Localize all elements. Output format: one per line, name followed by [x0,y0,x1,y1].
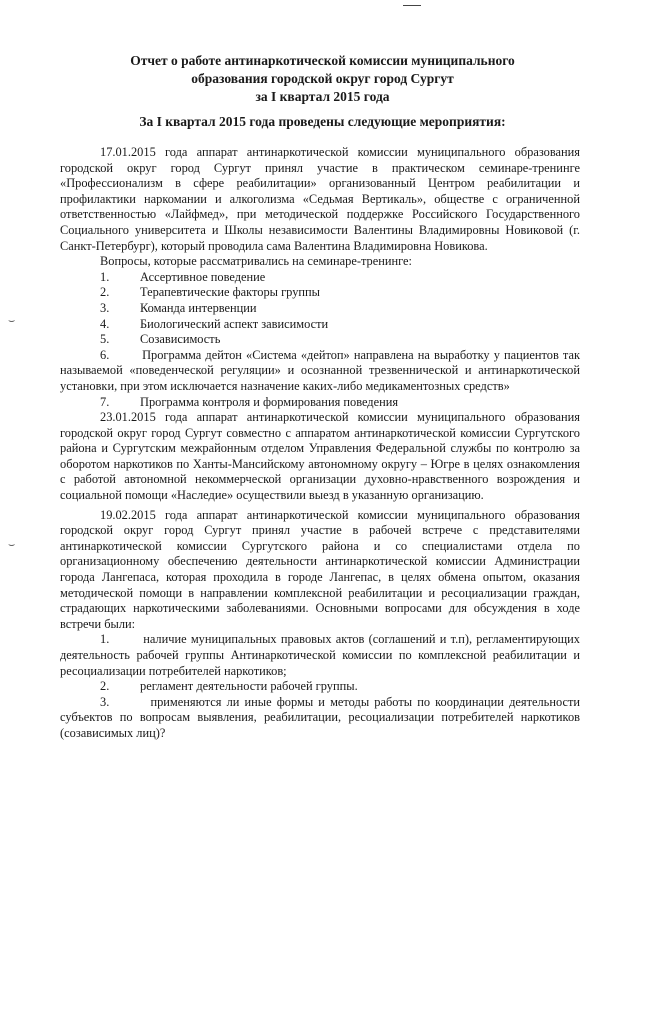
list-text: регламент деятельности рабочей группы. [140,679,358,694]
paragraph: 19.02.2015 года аппарат антинаркотической комиссии муниципального образования городской округ город Сургут принял участие в рабочей встрече с представителями антинаркотической комиссии Сургутского района и со специалистами отдела по организационному обеспечению деятельности антинаркотической комиссии Администрации города Лангепаса, которая проходила в городе Лангепас, в целях обмена опытом, оказания методической помощи в направлении комплексной реабилитации и ресоциализации граждан, страдающих наркотическими заболеваниями. Основными вопросами для обсуждения в ходе встречи были: [60,507,580,631]
title-line: за I квартал 2015 года [255,89,390,104]
seminar-topics-list [60,270,580,410]
list-number: 3. [100,694,110,709]
list-item [60,301,580,317]
list-number: 3. [100,300,110,315]
list-text: Биологический аспект зависимости [140,316,329,331]
list-number: 1. [100,269,110,284]
list-number: 7. [100,394,110,409]
report-body [60,145,580,742]
list-item [60,395,580,411]
list-number: 2. [100,285,110,300]
scan-margin-mark: ⌣ [8,539,16,551]
list-text: Ассертивное поведение [140,269,266,284]
list-item [60,332,580,348]
list-number: 5. [100,332,110,347]
paragraph: Вопросы, которые рассматривались на семинаре-тренинге: [100,254,412,269]
list-text: Команда интервенции [140,300,257,315]
meeting-topics-list [60,632,580,741]
list-text: Терапевтические факторы группы [140,285,320,300]
list-number: 1. [100,632,110,647]
list-item-wrapped [60,695,580,742]
title-line: образования городской округ город Сургут [191,71,454,86]
list-number: 6. [100,347,110,362]
scan-mark [403,5,421,6]
paragraph: 17.01.2015 года аппарат антинаркотической комиссии муниципального образования городской округ город Сургут принял участие в практическом семинаре-тренинге «Профессионализм в сфере реабилитации» организованный Центром реабилитации и профилактики наркомании и алкоголизма «Седьмая Вертикаль», обществе с ограниченной ответственностью «Лайфмед», при методической поддержке Российского Государственного Социального университета и Школы независимости Валентины Владимировны Новиковой (г. Санкт-Петербург), который проводила сама Валентина Владимировна Новикова. [60,145,580,253]
list-item-wrapped [60,348,580,395]
list-number: 2. [100,679,110,694]
section-heading: За I квартал 2015 года проведены следующие мероприятия: [139,114,506,129]
list-item [60,317,580,333]
list-text: Созависимость [140,332,221,347]
list-text: Программа дейтон «Система «дейтоп» направлена на выработку у пациентов так называемой «поведенческой регуляции» и осознанной трезвеннической и антинаркотической установки, при этом исключается назначение каких-либо медикаментозных средств» [60,347,581,393]
list-item [60,679,580,695]
list-text: применяются ли иные формы и методы работы по координации деятельности субъектов по вопросам выявления, реабилитации, ресоциализации потребителей наркотиков (созависимых лиц)? [60,694,581,740]
list-item [60,270,580,286]
paragraph: 23.01.2015 года аппарат антинаркотической комиссии муниципального образования городской округ город Сургут совместно с аппаратом антинаркотической комиссии Сургутского района и Сургутским межрайонным отделом Управления Федеральной службы по контролю за оборотом наркотиков по Ханты-Мансийскому автономному округу – Югре в целях ознакомления с работой автономной некоммерческой организации духовно-нравственного возрождения и социальной помощи «Наследие» осуществили выезд в указанную организацию. [60,410,580,503]
scan-margin-mark: ⌣ [8,315,16,327]
list-item [60,285,580,301]
list-text: Программа контроля и формирования поведения [140,394,399,409]
list-text: наличие муниципальных правовых актов (соглашений и т.п), регламентирующих деятельность рабочей группы Антинаркотической комиссии по комплексной реабилитации и ресоциализации потребителей наркотиков; [60,632,580,678]
document-title [60,52,585,106]
title-line: Отчет о работе антинаркотической комиссии муниципального [130,53,515,68]
list-item-wrapped [60,632,580,679]
list-number: 4. [100,316,110,331]
